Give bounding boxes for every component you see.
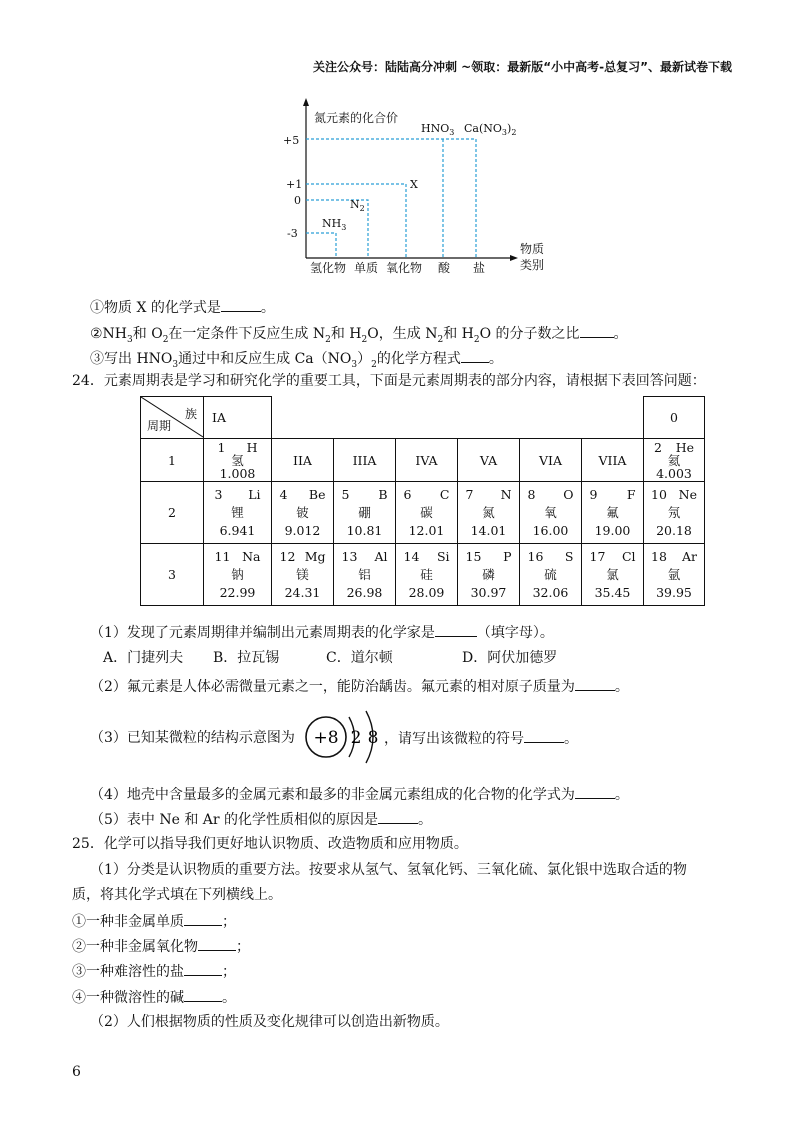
xcat-element: 单质 [354, 261, 379, 275]
group-via: VIA [520, 439, 582, 482]
ytick-plus1: +1 [286, 178, 303, 191]
atomic-structure-diagram [302, 706, 392, 768]
ytick-minus3: -3 [287, 227, 298, 240]
q25-part1-line1: （1）分类是认识物质的重要方法。按要求从氢气、氢氧化钙、三氧化硫、氯化银中选取合适的物 [90, 862, 687, 878]
answer-blank[interactable] [184, 911, 222, 926]
corner-cell [141, 397, 204, 439]
empty-top [272, 397, 644, 439]
element-He: 2 He 氦 4.003 [644, 439, 705, 482]
answer-blank[interactable] [221, 297, 261, 312]
q25-item2: ②一种非金属氧化物 ； [72, 936, 250, 957]
q24-part2: （2）氟元素是人体必需微量元素之一，能防治龋齿。氟元素的相对原子质量为 。 [90, 676, 629, 697]
shell1-electrons: 2 [350, 728, 362, 748]
element-Na: 11 Na 钠 22.99 [204, 544, 272, 606]
element-Ar: 18 Ar 氩 39.95 [644, 544, 705, 606]
point-n2: $N_2$ [350, 198, 365, 213]
xcat-hydride: 氢化物 [310, 261, 347, 275]
group-va: VA [458, 439, 520, 482]
q24-part5: （5）表中 Ne 和 Ar 的化学性质相似的原因是 。 [90, 809, 432, 830]
xcat-acid: 酸 [438, 261, 451, 275]
x-guide [306, 184, 406, 258]
valence-chart [280, 95, 570, 280]
group-iva: IVA [396, 439, 458, 482]
q25-part1-line2: 质，将其化学式填在下列横线上。 [72, 887, 282, 903]
q24-part4: （4）地壳中含量最多的金属元素和最多的非金属元素组成的化合物的化学式为 。 [90, 784, 629, 805]
answer-blank[interactable] [575, 676, 615, 691]
answer-blank[interactable] [184, 961, 222, 976]
corner-period-label: 周期 [147, 419, 172, 433]
q25-stem: 25．化学可以指导我们更好地认识物质、改造物质和应用物质。 [72, 836, 468, 852]
element-Mg: 12 Mg 镁 24.31 [272, 544, 334, 606]
point-hno3: $HNO_3$ [421, 122, 455, 137]
q23-part2: $②NH_3$和 $O_2$在一定条件下反应生成 $N_2$和 $H_2O$，生成 $N_2$和 $H_2O$ 的分子数之比 。 [90, 323, 628, 350]
q24-option-b: B．拉瓦锡 [213, 650, 280, 666]
element-Cl: 17 Cl 氯 35.45 [582, 544, 644, 606]
answer-blank[interactable] [198, 936, 236, 951]
y-axis-label: 氮元素的化合价 [314, 111, 399, 125]
element-Be: 4 Be 铍 9.012 [272, 482, 334, 544]
nh3-guide [306, 233, 336, 258]
q24-option-a: A．门捷列夫 [103, 650, 184, 666]
q24-option-c: C．道尔顿 [326, 650, 393, 666]
element-C: 6 C 碳 12.01 [396, 482, 458, 544]
element-Si: 14 Si 硅 28.09 [396, 544, 458, 606]
answer-blank[interactable] [184, 987, 222, 1002]
page-number: 6 [72, 1064, 81, 1080]
element-B: 5 B 硼 10.81 [334, 482, 396, 544]
xcat-salt: 盐 [473, 261, 486, 275]
period-3: 3 [141, 544, 204, 606]
element-H: 1 H 氢 1.008 [204, 439, 272, 482]
q23-part1: ①物质 X 的化学式是 。 [90, 297, 275, 318]
q25-part2: （2）人们根据物质的性质及变化规律可以创造出新物质。 [90, 1014, 449, 1030]
xcat-oxide: 氧化物 [386, 261, 423, 275]
answer-blank[interactable] [435, 622, 477, 637]
salt-guide [306, 139, 476, 258]
q24-part1: （1）发现了元素周期律并编制出元素周期表的化学家是 （填字母）。 [90, 622, 554, 643]
q25-item3: ③一种难溶性的盐 ； [72, 961, 236, 982]
element-F: 9 F 氟 19.00 [582, 482, 644, 544]
period-2: 2 [141, 482, 204, 544]
element-N: 7 N 氮 14.01 [458, 482, 520, 544]
q24-option-d: D．阿伏加德罗 [462, 650, 558, 666]
answer-blank[interactable] [580, 323, 614, 338]
period-1: 1 [141, 439, 204, 482]
y-axis-arrow [303, 98, 309, 106]
element-S: 16 S 硫 32.06 [520, 544, 582, 606]
x-axis-label-1: 物质 [520, 242, 545, 256]
shell2-electrons: 8 [367, 728, 379, 748]
element-Al: 13 Al 铝 26.98 [334, 544, 396, 606]
element-Li: 3 Li 锂 6.941 [204, 482, 272, 544]
element-O: 8 O 氧 16.00 [520, 482, 582, 544]
q24-stem: 24．元素周期表是学习和研究化学的重要工具，下面是元素周期表的部分内容，请根据下表回答问题： [72, 373, 706, 389]
point-x: X [410, 178, 418, 191]
corner-group-label: 族 [184, 407, 197, 421]
q25-item4: ④一种微溶性的碱 。 [72, 987, 236, 1008]
ytick-plus5: +5 [283, 134, 300, 147]
q25-item1: ①一种非金属单质 ； [72, 911, 236, 932]
point-nh3: $NH_3$ [322, 217, 347, 232]
answer-blank[interactable] [461, 348, 489, 363]
nucleus-charge: +8 [313, 728, 339, 748]
group-viia: VIIA [582, 439, 644, 482]
q23-part3: ③写出 $HNO_3$通过中和反应生成 $Ca(NO_3)_2$的化学方程式 。 [90, 348, 503, 375]
group-iiia: IIIA [334, 439, 396, 482]
q24-part3-suffix: ，请写出该微粒的符号 。 [384, 728, 578, 749]
group-0: 0 [644, 397, 705, 439]
element-P: 15 P 磷 30.97 [458, 544, 520, 606]
page-header: 关注公众号：陆陆高分冲刺 ~领取：最新版“小中高考-总复习”、最新试卷下载 [313, 60, 732, 74]
element-Ne: 10 Ne 氖 20.18 [644, 482, 705, 544]
periodic-table [140, 396, 705, 606]
answer-blank[interactable] [378, 809, 418, 824]
ytick-0: 0 [294, 194, 301, 207]
group-ia: IA [204, 397, 272, 439]
x-axis-label-2: 类别 [520, 258, 545, 272]
x-axis-arrow [510, 255, 518, 261]
q24-part3-prefix: （3）已知某微粒的结构示意图为 [90, 730, 295, 746]
answer-blank[interactable] [575, 784, 615, 799]
answer-blank[interactable] [524, 728, 564, 743]
group-iia: IIA [272, 439, 334, 482]
point-ca-nitrate: $Ca(NO_3)_2$ [464, 122, 517, 137]
